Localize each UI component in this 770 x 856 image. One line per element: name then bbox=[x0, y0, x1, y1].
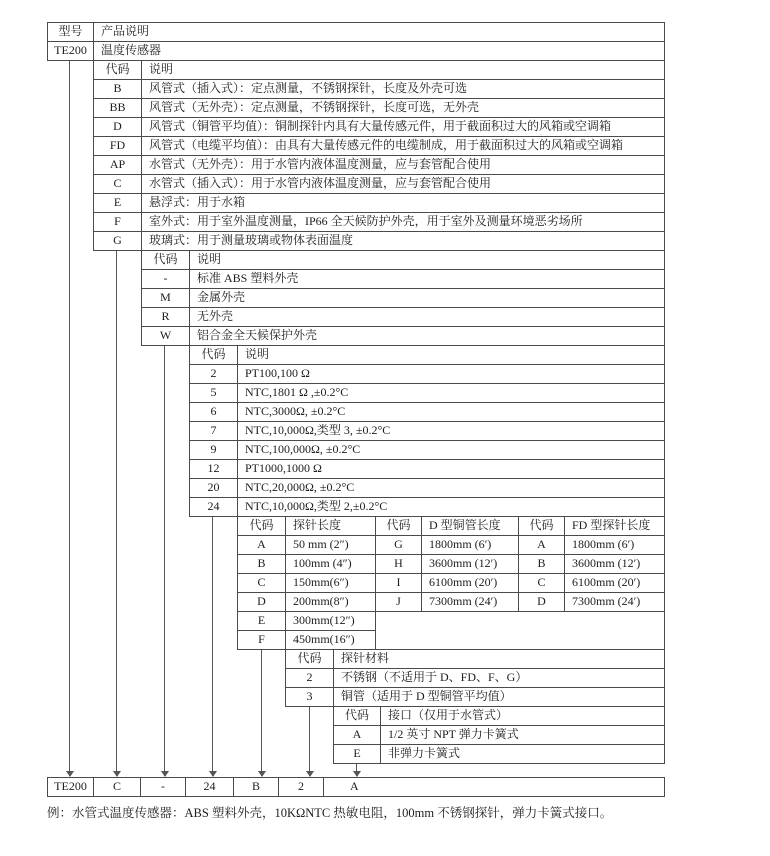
description-cell: 无外壳 bbox=[190, 308, 665, 327]
column-header: 探针材料 bbox=[334, 650, 665, 669]
table-row bbox=[94, 232, 665, 251]
code-cell: 2 bbox=[286, 669, 334, 688]
length-cell: 100mm (4″) bbox=[286, 555, 376, 574]
length-cell: 1800mm (6′) bbox=[565, 536, 665, 555]
down-arrow-connection bbox=[356, 764, 357, 776]
code-cell: 24 bbox=[190, 498, 238, 517]
code-cell: F bbox=[94, 213, 142, 232]
description-cell: NTC,10,000Ω,类型 3, ±0.2°C bbox=[238, 422, 665, 441]
length-cell: 6100mm (20′) bbox=[422, 574, 519, 593]
length-cell: 200mm(8″) bbox=[286, 593, 376, 612]
table-row bbox=[142, 289, 665, 308]
column-header: 代码 bbox=[142, 251, 190, 270]
down-arrow-housing bbox=[164, 346, 165, 776]
table-row bbox=[48, 778, 665, 797]
code-cell: G bbox=[376, 536, 422, 555]
down-arrow-material bbox=[309, 707, 310, 776]
table-row bbox=[142, 270, 665, 289]
code-cell: W bbox=[142, 327, 190, 346]
description-cell: 铝合金全天候保护外壳 bbox=[190, 327, 665, 346]
table-row bbox=[238, 593, 665, 612]
connection-table bbox=[333, 706, 665, 764]
length-cell: 7300mm (24′) bbox=[565, 593, 665, 612]
code-cell: A bbox=[238, 536, 286, 555]
description-cell: NTC,100,000Ω, ±0.2°C bbox=[238, 441, 665, 460]
code-cell: FD bbox=[94, 137, 142, 156]
table-row bbox=[190, 479, 665, 498]
code-cell: BB bbox=[94, 99, 142, 118]
code-cell: 9 bbox=[190, 441, 238, 460]
length-cell: 50 mm (2″) bbox=[286, 536, 376, 555]
down-arrow-element bbox=[212, 517, 213, 776]
table-row bbox=[286, 688, 665, 707]
code-cell: 3 bbox=[286, 688, 334, 707]
description-cell: PT100,100 Ω bbox=[238, 365, 665, 384]
column-header: 代码 bbox=[519, 517, 565, 536]
code-cell: E bbox=[238, 612, 286, 631]
code-cell: D bbox=[238, 593, 286, 612]
table-row bbox=[190, 441, 665, 460]
code-cell: E bbox=[94, 194, 142, 213]
example-code-cell: - bbox=[141, 778, 186, 797]
column-header: 代码 bbox=[190, 346, 238, 365]
description-cell: 室外式：用于室外温度测量，IP66 全天候防护外壳，用于室外及测量环境恶劣场所 bbox=[142, 213, 665, 232]
table-row bbox=[238, 555, 665, 574]
column-header: 代码 bbox=[286, 650, 334, 669]
column-header: 接口（仅用于水管式） bbox=[381, 707, 665, 726]
description-cell: 悬浮式：用于水箱 bbox=[142, 194, 665, 213]
description-cell: 玻璃式：用于测量玻璃或物体表面温度 bbox=[142, 232, 665, 251]
code-cell: 7 bbox=[190, 422, 238, 441]
column-header: 代码 bbox=[94, 61, 142, 80]
description-cell: PT1000,1000 Ω bbox=[238, 460, 665, 479]
code-cell: G bbox=[94, 232, 142, 251]
description-cell: 非弹力卡簧式 bbox=[381, 745, 665, 764]
table-row bbox=[94, 99, 665, 118]
code-cell: E bbox=[334, 745, 381, 764]
description-cell: 风管式（电缆平均值）：由具有大量传感元件的电缆制成，用于截面积过大的风箱或空调箱 bbox=[142, 137, 665, 156]
code-cell: M bbox=[142, 289, 190, 308]
model-desc-cell: 温度传感器 bbox=[94, 42, 665, 61]
description-cell: 水管式（插入式）：用于水管内液体温度测量，应与套管配合使用 bbox=[142, 175, 665, 194]
column-header: 代码 bbox=[376, 517, 422, 536]
code-cell: 12 bbox=[190, 460, 238, 479]
code-cell: D bbox=[94, 118, 142, 137]
table-row bbox=[286, 669, 665, 688]
example-note: 例：水管式温度传感器：ABS 塑料外壳，10KΩNTC 热敏电阻，100mm 不锈钢探针，弹力卡簧式接口。 bbox=[47, 806, 613, 820]
table-row bbox=[94, 80, 665, 99]
table-row bbox=[238, 536, 665, 555]
code-cell: 2 bbox=[190, 365, 238, 384]
description-cell: 风管式（无外壳）：定点测量，不锈钢探针，长度可选，无外壳 bbox=[142, 99, 665, 118]
model-code-cell: TE200 bbox=[48, 42, 94, 61]
description-cell: 不锈钢（不适用于 D、FD、F、G） bbox=[334, 669, 665, 688]
down-arrow-sensor-type bbox=[116, 251, 117, 776]
description-cell: 金属外壳 bbox=[190, 289, 665, 308]
column-header: 代码 bbox=[238, 517, 286, 536]
code-cell: A bbox=[334, 726, 381, 745]
description-cell: 风管式（插入式）：定点测量，不锈钢探针，长度及外壳可选 bbox=[142, 80, 665, 99]
table-row bbox=[142, 308, 665, 327]
description-cell: NTC,10,000Ω,类型 2,±0.2°C bbox=[238, 498, 665, 517]
housing-table bbox=[141, 250, 665, 346]
table-row bbox=[190, 403, 665, 422]
table-row bbox=[238, 612, 665, 631]
table-row bbox=[94, 137, 665, 156]
description-cell: 标准 ABS 塑料外壳 bbox=[190, 270, 665, 289]
column-header: FD 型探针长度 bbox=[565, 517, 665, 536]
code-cell: F bbox=[238, 631, 286, 650]
length-cell: 1800mm (6′) bbox=[422, 536, 519, 555]
table-row bbox=[190, 422, 665, 441]
column-header: 说明 bbox=[238, 346, 665, 365]
code-cell: - bbox=[142, 270, 190, 289]
down-arrow-model bbox=[69, 61, 70, 776]
code-example-row bbox=[47, 777, 665, 797]
example-code-cell: A bbox=[324, 778, 665, 797]
table-row bbox=[94, 194, 665, 213]
code-cell: B bbox=[519, 555, 565, 574]
description-cell: NTC,1801 Ω ,±0.2°C bbox=[238, 384, 665, 403]
probe-length-table bbox=[237, 516, 665, 650]
table-row bbox=[190, 384, 665, 403]
model-table bbox=[47, 22, 665, 61]
code-cell: C bbox=[94, 175, 142, 194]
description-cell: NTC,20,000Ω, ±0.2°C bbox=[238, 479, 665, 498]
table-row bbox=[94, 213, 665, 232]
down-arrow-length bbox=[261, 650, 262, 776]
sensor-type-table bbox=[93, 60, 665, 251]
length-cell: 3600mm (12′) bbox=[422, 555, 519, 574]
code-cell: D bbox=[519, 593, 565, 612]
table-row bbox=[190, 460, 665, 479]
length-cell: 450mm(16″) bbox=[286, 631, 376, 650]
probe-material-table bbox=[285, 649, 665, 707]
example-code-cell: C bbox=[94, 778, 141, 797]
table-row bbox=[190, 498, 665, 517]
code-cell: 6 bbox=[190, 403, 238, 422]
code-cell: 5 bbox=[190, 384, 238, 403]
code-cell: AP bbox=[94, 156, 142, 175]
table-row bbox=[190, 365, 665, 384]
description-cell: NTC,3000Ω, ±0.2°C bbox=[238, 403, 665, 422]
column-header: 说明 bbox=[190, 251, 665, 270]
code-cell: R bbox=[142, 308, 190, 327]
code-cell: B bbox=[94, 80, 142, 99]
column-header: 产品说明 bbox=[94, 23, 665, 42]
description-cell: 水管式（无外壳）：用于水管内液体温度测量，应与套管配合使用 bbox=[142, 156, 665, 175]
column-header: D 型铜管长度 bbox=[422, 517, 519, 536]
example-code-cell: 24 bbox=[186, 778, 234, 797]
code-cell: A bbox=[519, 536, 565, 555]
column-header: 说明 bbox=[142, 61, 665, 80]
table-row bbox=[334, 726, 665, 745]
example-code-cell: B bbox=[234, 778, 279, 797]
table-row bbox=[142, 327, 665, 346]
code-cell: C bbox=[238, 574, 286, 593]
code-cell: I bbox=[376, 574, 422, 593]
table-row bbox=[334, 745, 665, 764]
code-cell: B bbox=[238, 555, 286, 574]
code-cell: J bbox=[376, 593, 422, 612]
description-cell: 风管式（铜管平均值）：铜制探针内具有大量传感元件，用于截面积过大的风箱或空调箱 bbox=[142, 118, 665, 137]
length-cell: 300mm(12″) bbox=[286, 612, 376, 631]
length-cell: 150mm(6″) bbox=[286, 574, 376, 593]
length-cell: 3600mm (12′) bbox=[565, 555, 665, 574]
length-cell: 6100mm (20′) bbox=[565, 574, 665, 593]
description-cell: 1/2 英寸 NPT 弹力卡簧式 bbox=[381, 726, 665, 745]
code-cell: H bbox=[376, 555, 422, 574]
table-row bbox=[94, 156, 665, 175]
column-header: 型号 bbox=[48, 23, 94, 42]
table-row bbox=[94, 118, 665, 137]
example-code-cell: 2 bbox=[279, 778, 324, 797]
table-row bbox=[238, 574, 665, 593]
description-cell: 铜管（适用于 D 型铜管平均值） bbox=[334, 688, 665, 707]
empty-cell bbox=[376, 612, 665, 650]
column-header: 探针长度 bbox=[286, 517, 376, 536]
example-code-cell: TE200 bbox=[48, 778, 94, 797]
sensing-element-table bbox=[189, 345, 665, 517]
code-cell: 20 bbox=[190, 479, 238, 498]
table-row bbox=[94, 175, 665, 194]
column-header: 代码 bbox=[334, 707, 381, 726]
code-cell: C bbox=[519, 574, 565, 593]
length-cell: 7300mm (24′) bbox=[422, 593, 519, 612]
